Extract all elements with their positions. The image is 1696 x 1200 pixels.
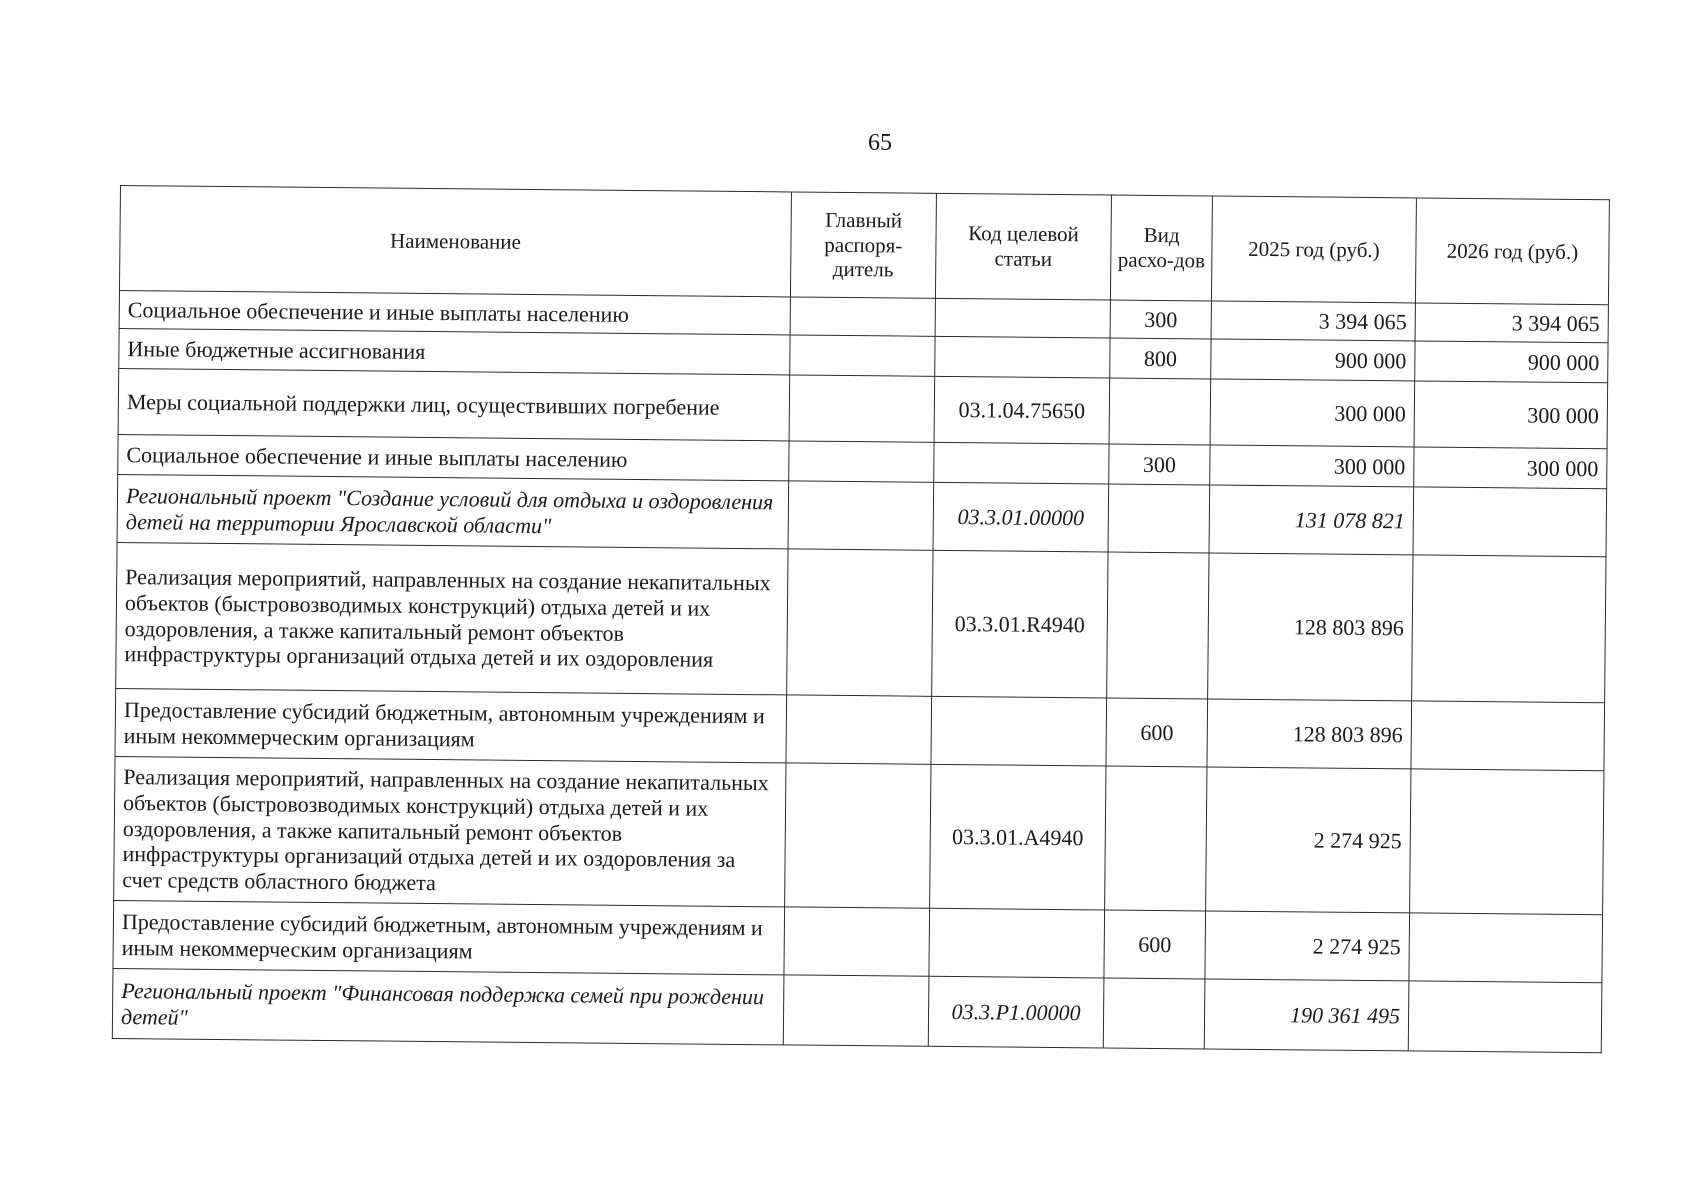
- row-2026: [1410, 769, 1604, 915]
- row-2025: 2 274 925: [1206, 767, 1411, 913]
- row-2026: [1412, 555, 1606, 703]
- row-name: Реализация мероприятий, направленных на создание некапитальных объектов (быстровозводимых конструкций) отдыха детей и их оздоровления, а также капитальный ремонт объектов инфраструктуры организаций отдыха детей и их оздоровления за счет средств областного бюджета: [114, 756, 786, 906]
- budget-table: [112, 185, 1610, 1053]
- row-kind: 600: [1104, 910, 1206, 979]
- table-row: [114, 756, 1604, 914]
- row-kind: 800: [1110, 338, 1211, 379]
- header-kind: Вид расхо-дов: [1111, 195, 1213, 301]
- page-number: 65: [868, 130, 892, 156]
- row-name: Социальное обеспечение и иные выплаты населению: [118, 434, 789, 480]
- header-name: Наименование: [119, 186, 791, 297]
- row-manager: [785, 763, 931, 908]
- row-name: Социальное обеспечение и иные выплаты населению: [119, 290, 790, 334]
- row-2025: 190 361 495: [1204, 979, 1409, 1051]
- row-kind: 300: [1109, 444, 1210, 485]
- row-code: 03.1.04.75650: [934, 376, 1110, 444]
- row-kind: [1108, 484, 1210, 553]
- row-2026: 900 000: [1415, 341, 1608, 383]
- row-2026: [1413, 487, 1607, 557]
- row-name: Предоставление субсидий бюджетным, автономным учреждениям и иным некоммерческим организациям: [113, 900, 785, 974]
- header-2026: 2026 год (руб.): [1415, 198, 1609, 305]
- row-2025: 900 000: [1211, 339, 1415, 381]
- row-manager: [783, 975, 928, 1046]
- row-code: 03.3.01.R4940: [931, 550, 1108, 698]
- row-2025: 300 000: [1210, 379, 1415, 447]
- header-manager: Главный распоря-дитель: [790, 192, 936, 298]
- row-name: Региональный проект "Создание условий для отдыха и оздоровления детей на территории Ярославской области": [117, 474, 789, 548]
- budget-table-wrapper: [112, 185, 1610, 1053]
- row-name: Меры социальной поддержки лиц, осуществивших погребение: [118, 368, 790, 440]
- row-2026: 3 394 065: [1415, 303, 1608, 343]
- row-2026: 300 000: [1414, 381, 1608, 449]
- row-code: 03.3.P1.00000: [928, 976, 1104, 1048]
- header-code: Код целевой статьи: [935, 193, 1111, 300]
- row-kind: 300: [1110, 300, 1211, 339]
- row-kind: [1103, 978, 1205, 1049]
- row-kind: [1105, 766, 1207, 911]
- row-2026: 300 000: [1414, 447, 1607, 489]
- row-manager: [789, 441, 934, 482]
- row-manager: [787, 549, 933, 696]
- row-code: [933, 442, 1109, 484]
- table-row: [116, 542, 1606, 702]
- row-code: [931, 696, 1107, 766]
- row-2026: [1411, 701, 1605, 771]
- table-header-row: [119, 186, 1609, 305]
- row-2025: 131 078 821: [1209, 485, 1414, 555]
- row-kind: [1107, 552, 1209, 699]
- row-manager: [789, 375, 934, 442]
- header-2025: 2025 год (руб.): [1211, 196, 1416, 303]
- row-2026: [1409, 913, 1603, 983]
- row-manager: [786, 695, 931, 764]
- row-2025: 128 803 896: [1208, 553, 1413, 701]
- row-2025: 3 394 065: [1211, 301, 1415, 341]
- row-code: [934, 336, 1110, 378]
- row-code: 03.3.01.A4940: [929, 764, 1106, 910]
- row-manager: [790, 297, 935, 336]
- table-row: [112, 968, 1602, 1052]
- row-2026: [1408, 981, 1602, 1053]
- row-2025: 300 000: [1210, 445, 1414, 487]
- row-manager: [788, 481, 933, 550]
- row-code: [935, 298, 1111, 338]
- row-name: Иные бюджетные ассигнования: [119, 328, 790, 374]
- row-kind: 600: [1106, 698, 1208, 767]
- row-name: Реализация мероприятий, направленных на создание некапитальных объектов (быстровозводимых конструкций) отдыха детей и их оздоровления, а также капитальный ремонт объектов инфраструктуры организаций отдыха детей и их оздоровления: [116, 542, 788, 694]
- row-manager: [784, 907, 929, 976]
- row-code: [929, 908, 1105, 978]
- row-2025: 2 274 925: [1205, 911, 1410, 981]
- row-name: Предоставление субсидий бюджетным, автономным учреждениям и иным некоммерческим организациям: [115, 688, 787, 762]
- row-manager: [790, 335, 935, 376]
- row-code: 03.3.01.00000: [933, 482, 1109, 552]
- row-kind: [1109, 378, 1210, 445]
- row-2025: 128 803 896: [1207, 699, 1412, 769]
- row-name: Региональный проект "Финансовая поддержка семей при рождении детей": [112, 968, 784, 1044]
